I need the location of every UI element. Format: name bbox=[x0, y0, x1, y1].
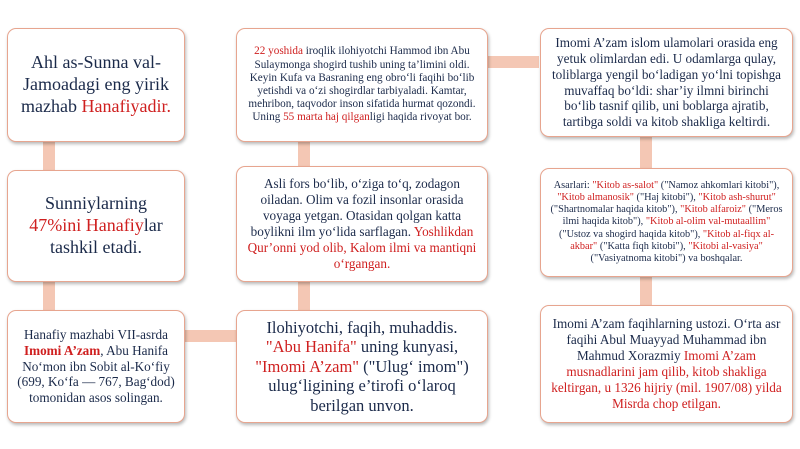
box8-title-1: "Kitob as-salot" bbox=[592, 180, 659, 192]
box4-highlight-1: 22 yoshida bbox=[254, 45, 303, 58]
box-founding bbox=[7, 310, 185, 423]
connector-row3-left bbox=[184, 330, 236, 342]
connector-col3-bottom bbox=[640, 277, 652, 305]
box-scholarship bbox=[540, 28, 793, 137]
box2-highlight: 47%ini Hanafiy bbox=[29, 215, 144, 236]
box9-text: Imomi A’zam faqihlarning ustozi. O‘rta asr faqihi Abul Muayyad Muhammad ibn Mahmud Xorazmiy bbox=[552, 316, 781, 364]
box7-text: Imomi A’zam islom ulamolari orasida eng yetuk olimlardan edi. U odamlarga qulay, toliblarga yengil bo‘ladigan yo‘lni topishga muvaffaq bo‘ldi: shar’iy ilmni birinchi bo‘lib tasnif qilib, uni boblarga ajratib, tartibga soldi va kitob shakliga keltirdi. bbox=[551, 34, 782, 130]
box8-intro: Asarlari: bbox=[553, 180, 593, 192]
box8-gloss-5: ("Ustoz va shogird haqida kitob"), bbox=[558, 228, 703, 240]
box8-title-7: "Kitobi al-vasiya" bbox=[688, 240, 763, 252]
box6-text-1: Ilohiyotchi, faqih, muhaddis. bbox=[266, 317, 458, 337]
box-musnad bbox=[540, 305, 793, 423]
box-titles bbox=[236, 310, 488, 423]
box8-title-5: "Kitob al-olim val-mutaallim" bbox=[645, 216, 771, 228]
box8-gloss-4: ("Meros ilmi haqida kitob"), bbox=[562, 204, 783, 228]
box1-text: Ahl as-Sunna val-Jamoadagi eng yirik mazhab bbox=[21, 52, 169, 116]
box9-highlight: Imomi A’zam musnadlarini jam qilib, kitob shakliga keltirgan, u 1326 hijriy (mil. 1907/08) yilda Misrda chop etilgan. bbox=[551, 348, 782, 411]
box3-highlight: Imomi A’zam bbox=[23, 342, 101, 358]
connector-row1-right bbox=[487, 56, 539, 68]
connector-col3-top bbox=[640, 137, 652, 168]
box3-text-2: , Abu Hanifa No‘mon ibn Sobit al-Ko‘fiy (699, Ko‘fa — 767, Bag‘dod) tomonidan asos solingan. bbox=[17, 342, 175, 406]
box6-text-2: uning kunyasi, bbox=[356, 337, 459, 357]
connector-col2-top bbox=[298, 142, 310, 166]
box-origin bbox=[236, 166, 488, 282]
box2-text-1: Sunniylarning bbox=[45, 193, 147, 214]
box8-gloss-6: ("Katta fiqh kitobi"), bbox=[597, 240, 689, 252]
box8-gloss-3: ("Shartnomalar haqida kitob"), bbox=[550, 204, 681, 216]
box-education bbox=[236, 28, 488, 142]
box5-text: Asli fors bo‘lib, o‘ziga to‘q, zodagon oiladan. Olim va fozil insonlar orasida voyaga yetgan. Otasidan qolgan katta boylikni ilm yo‘lida sarflagan. bbox=[250, 176, 464, 239]
box-hanafi-largest-school bbox=[7, 28, 185, 142]
connector-col1-bottom bbox=[43, 282, 55, 310]
box1-highlight: Hanafiyadir. bbox=[81, 95, 171, 116]
box4-text-1: iroqlik ilohiyotchi Hammod ibn Abu Sulaymonga shogird tushib uning ta’limini oldi. Keyin Kufa va Basraning eng obro‘li faqihi bo‘lib yetishdi va o‘zi shogirdlar tarbiyaladi. Kamtar, mehribon, taqvodor inson sifatida hurmat qozondi. Uning bbox=[248, 45, 476, 124]
connector-col1-top bbox=[43, 142, 55, 170]
box8-title-2: "Kitob almanosik" bbox=[557, 192, 634, 204]
box6-highlight-1: "Abu Hanifa" bbox=[265, 337, 357, 357]
box4-highlight-2: 55 marta haj qilgan bbox=[283, 111, 370, 124]
box8-title-3: "Kitob ash-shurut" bbox=[698, 192, 776, 204]
box8-title-4: "Kitob alfaroiz" bbox=[680, 204, 746, 216]
box8-gloss-7: ("Vasiyatnoma kitobi") va boshqalar. bbox=[590, 252, 743, 264]
box5-highlight: Yoshlikdan Qur’onni yod olib, Kalom ilmi va mantiqni o‘rgangan. bbox=[247, 224, 477, 271]
box-sunni-share bbox=[7, 170, 185, 282]
connector-col2-bottom bbox=[298, 282, 310, 310]
box6-highlight-2: "Imomi A’zam" bbox=[255, 356, 360, 376]
box8-gloss-2: ("Haj kitobi"), bbox=[633, 192, 699, 204]
box8-gloss-1: ("Namoz ahkomlari kitobi"), bbox=[658, 180, 780, 192]
box6-text-3: ("Ulug‘ imom") ulug‘ligining e’tirofi o‘laroq berilgan unvon. bbox=[268, 356, 469, 415]
box2-text-2: lar tashkil etadi. bbox=[50, 215, 163, 257]
box4-text-2: ligi haqida rivoyat bor. bbox=[369, 111, 472, 124]
box3-text-1: Hanafiy mazhabi VII-asrda bbox=[23, 326, 169, 342]
box-works bbox=[540, 168, 793, 277]
box8-title-6: "Kitob al-fiqx al-akbar" bbox=[570, 228, 775, 252]
